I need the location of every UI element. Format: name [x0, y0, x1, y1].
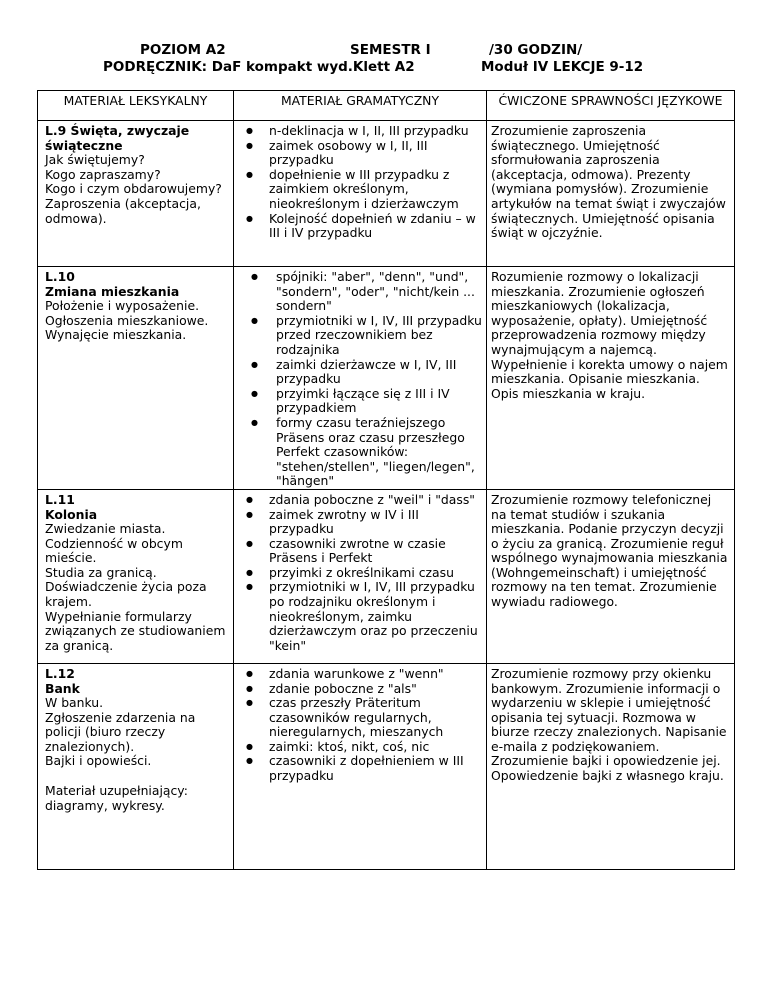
skills-cell [487, 663, 735, 869]
lexical-item: Codzienność w obcym mieście. [45, 535, 183, 566]
skills-cell [487, 267, 735, 490]
grammar-item: ● zdania warunkowe z "wenn" [269, 667, 482, 682]
lexical-item: Bajki i opowieści. [45, 753, 152, 769]
lexical-cell [38, 663, 234, 869]
grammar-item: ● czas przeszły Präteritum czasowników regularnych, nieregularnych, mieszanych [269, 696, 482, 740]
grammar-item: ● przyimki z określnikami czasu [269, 566, 482, 581]
lexical-item: Kogo i czym obdarowujemy? [45, 181, 222, 197]
skills-text: Rozumienie rozmowy o lokalizacji mieszkania. Zrozumienie ogłoszeń mieszkaniowych (lokalizacja, wyposażenie, opłaty). Umiejętność przeprowadzenia rozmowy między wynajmującym a najemcą. Wypełnienie i korekta umowy o najem mieszkania. Opisanie mieszkania. Opis mieszkania w kraju. [491, 269, 728, 401]
lesson-title: Zmiana mieszkania [45, 283, 180, 299]
lexical-item: Zwiedzanie miasta. [45, 521, 166, 537]
lesson-title: Bank [45, 680, 80, 696]
table-row [38, 663, 735, 869]
lexical-cell [38, 121, 234, 267]
lexical-item: Doświadczenie życia poza krajem. [45, 579, 207, 610]
lexical-item: Wynajęcie mieszkania. [45, 327, 187, 343]
grammar-item: ● zaimek osobowy w I, II, III przypadku [269, 139, 482, 168]
lexical-item: Zaproszenia (akceptacja, odmowa). [45, 195, 201, 226]
grammar-item: ● przymiotniki w I, IV, III przypadku przed rzeczownikiem bez rodzajnika [276, 314, 482, 358]
skills-text: Zrozumienie rozmowy przy okienku bankowym. Zrozumienie informacji o wydarzeniu w sklepie i umiejętność opisania tej sytuacji. Rozmowa w biurze rzeczy znalezionych. Napisanie e-maila z podziękowaniem. Zrozumienie bajki i opowiedzenie jej. Opowiedzenie bajki z własnego kraju. [491, 665, 727, 784]
grammar-cell [234, 121, 487, 267]
syllabus-table [37, 90, 735, 870]
grammar-item: ● n-deklinacja w I, II, III przypadku [269, 124, 482, 139]
lesson-title: L.9 Święta, zwyczaje świąteczne [45, 123, 190, 153]
grammar-item: ● zaimek zwrotny w IV i III przypadku [269, 508, 482, 537]
lexical-item: W banku. [45, 695, 104, 711]
column-header-skills: ĆWICZONE SPRAWNOŚCI JĘZYKOWE [487, 91, 735, 121]
lexical-item: Zgłoszenie zdarzenia na policji (biuro rzeczy znalezionych). [45, 709, 196, 754]
lexical-cell [38, 267, 234, 490]
semester-label: SEMESTR I [350, 42, 431, 58]
supplementary-material: Materiał uzupełniający: diagramy, wykresy. [45, 783, 188, 813]
lesson-number: L.12 [45, 665, 75, 681]
lexical-item: Kogo zapraszamy? [45, 166, 161, 182]
grammar-item: ● spójniki: "aber", "denn", "und", "sondern", "oder", "nicht/kein ... sondern" [276, 270, 482, 314]
column-header-lexical: MATERIAŁ LEKSYKALNY [38, 91, 234, 121]
grammar-item: ● dopełnienie w III przypadku z zaimkiem określonym, nieokreślonym i dzierżawczym [269, 168, 482, 212]
skills-text: Zrozumienie rozmowy telefonicznej na temat studiów i szukania mieszkania. Podanie przyczyn decyzji o życiu za granicą. Zrozumienie reguł wspólnego wynajmowania mieszkania (Wohngemeinschaft) i umiejętność rozmowy na ten temat. Zrozumienie wywiadu radiowego. [491, 491, 728, 610]
grammar-item: ● zaimki: ktoś, nikt, coś, nic [269, 740, 482, 755]
lesson-number: L.10 [45, 269, 75, 284]
table-row [38, 121, 735, 267]
lexical-item: Ogłoszenia mieszkaniowe. [45, 312, 209, 328]
lesson-title: Kolonia [45, 506, 98, 522]
module-label: Moduł IV LEKCJE 9-12 [481, 59, 644, 75]
grammar-item: ● formy czasu teraźniejszego Präsens oraz czasu przeszłego Perfekt czasowników: "stehen/stellen", "liegen/legen", "hängen" [276, 416, 482, 489]
table-row [38, 267, 735, 490]
column-header-grammar: MATERIAŁ GRAMATYCZNY [234, 91, 487, 121]
table-header-row [38, 91, 735, 121]
textbook-label: PODRĘCZNIK: DaF kompakt wyd.Klett A2 [103, 59, 415, 75]
skills-text: Zrozumienie zaproszenia świątecznego. Umiejętność sformułowania zaproszenia (akceptacja, odmowa). Prezenty (wymiana pomysłów). Zrozumienie artykułów na temat świąt i zwyczajów świątecznych. Umiejętność opisania świąt w ojczyźnie. [491, 123, 726, 241]
skills-cell [487, 121, 735, 267]
lexical-item: Położenie i wyposażenie. [45, 298, 200, 314]
grammar-item: ● zdania poboczne z "weil" i "dass" [269, 493, 482, 508]
grammar-cell [234, 489, 487, 663]
grammar-item: ● zaimki dzierżawcze w I, IV, III przypadku [276, 358, 482, 387]
lexical-item: Wypełnianie formularzy związanych ze studiowaniem za granicą. [45, 608, 226, 653]
hours-label: /30 GODZIN/ [489, 42, 583, 58]
grammar-item: ● zdanie poboczne z "als" [269, 682, 482, 697]
grammar-item: ● przymiotniki w I, IV, III przypadku po rodzajniku określonym i nieokreślonym, zaimku dzierżawczym oraz po przeczeniu "kein" [269, 580, 482, 653]
grammar-item: ● Kolejność dopełnień w zdaniu – w III i IV przypadku [269, 212, 482, 241]
grammar-cell [234, 663, 487, 869]
level-label: POZIOM A2 [140, 42, 226, 58]
skills-cell [487, 489, 735, 663]
lesson-number: L.11 [45, 491, 75, 507]
grammar-item: ● czasowniki z dopełnieniem w III przypadku [269, 754, 482, 783]
grammar-item: ● czasowniki zwrotne w czasie Präsens i Perfekt [269, 537, 482, 566]
lexical-cell [38, 489, 234, 663]
lexical-item: Jak świętujemy? [45, 152, 145, 168]
grammar-item: ● przyimki łączące się z III i IV przypadkiem [276, 387, 482, 416]
table-row [38, 489, 735, 663]
grammar-cell [234, 267, 487, 490]
lexical-item: Studia za granicą. [45, 564, 157, 580]
